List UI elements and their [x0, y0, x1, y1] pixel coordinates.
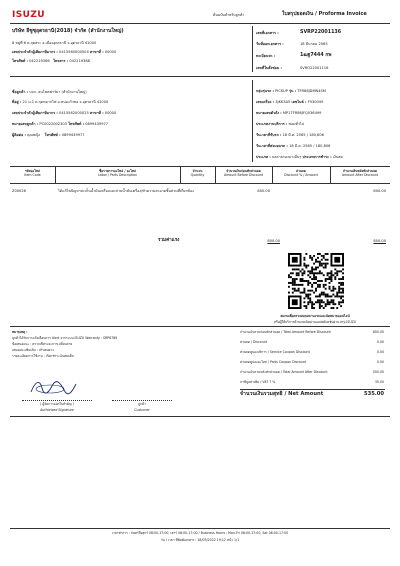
- customer-mobile: PC0022002303: [39, 122, 67, 126]
- customer-tax-id: 0415562000025: [59, 111, 89, 115]
- subtotal-after: 800.00: [373, 239, 386, 243]
- subtotal-label: รวมค่าแรง: [158, 238, 180, 243]
- qr-caption-1: สแกนเพื่อตรวจสอบสถานะรถและนัดหมายออนไลน์: [280, 314, 350, 318]
- th-after: [330, 169, 390, 177]
- th-before-en: Amount Before Discount: [224, 173, 263, 177]
- vehicle-model-label: กลุ่มรุ่นรถ :: [256, 89, 274, 93]
- th-desc-en: Labor / Parts Description: [97, 173, 138, 177]
- sig-right-sub: Customer: [134, 408, 150, 412]
- company-fax-label: โทรสาร :: [53, 59, 69, 63]
- note-5: รายละเอียดการใช้งาน : เรียกชำระเงินสดเต็ม: [12, 354, 74, 358]
- company-fax: 042219388: [69, 59, 90, 63]
- row-before: 800.00: [257, 189, 270, 193]
- section-divider-3: [10, 416, 390, 417]
- vehicle-engine: 3JKK3A5: [275, 100, 291, 104]
- customer-name: บจก. ธนโชคฟาร์มา (สำนักงานใหญ่): [29, 90, 87, 94]
- company-tax: [12, 50, 116, 54]
- vehicle-chassis: MP1TFR86JFQ036499: [282, 111, 322, 115]
- total-label: จำนวนเงินรวมหลังหักส่วนลด / Total Amount After Discount: [240, 370, 328, 374]
- company-phone-label: โทรศัพท์ :: [12, 59, 28, 63]
- vehicle-divider: [252, 80, 253, 162]
- section-divider-1: [10, 76, 390, 77]
- plate-label: ทะเบียนรถ :: [256, 54, 276, 58]
- company-tax-id: 0415560000504: [59, 50, 89, 54]
- qr-caption-2: หรือผู้ให้บริการด้านเทคนิคผ่านแอปพลิเคชั่นผ่าน my-ISUZU: [273, 320, 357, 324]
- vehicle-pay-label: ประเภทการชำระ :: [302, 155, 332, 159]
- total-label: ส่วนลดคูปองอะไหล่ / Parts Coupon Discount: [240, 360, 307, 364]
- vehicle-out-value: 18 มี.ค. 2565 / 180,806: [289, 144, 331, 148]
- vehicle-out-label: วันเวลาที่ส่งมอบรถ :: [256, 144, 288, 148]
- customer-tax-row: [12, 111, 116, 115]
- row-after: 800.00: [373, 189, 386, 193]
- note-3: ข้อเสนอแนะ : ตรวจเช็คระยะการเปลี่ยนถ่าย: [12, 342, 73, 346]
- th-qty-en: Quantity: [190, 173, 205, 177]
- row-desc: ได้แก้ไขปัญหาปะเก็นน้ำมันเครื่องและถ่ายน้ำมันเครื่อง/ทำความสะอาดชิ้นส่วนที่เกี่ยวข้อง: [58, 189, 194, 193]
- company-phone: 042219366: [29, 59, 50, 63]
- th-code-th: รหัสอะไหล่: [24, 169, 41, 173]
- ref-no: SVRO22001116: [300, 66, 329, 70]
- vehicle-out-row: [256, 144, 330, 148]
- company-contact: [12, 59, 90, 63]
- total-value: 800.00: [372, 330, 384, 334]
- sig-right-name: ลูกค้า: [138, 402, 146, 406]
- total-label: ภาษีมูลค่าเพิ่ม / VAT 7 %: [240, 380, 276, 384]
- subtotal-before: 800.00: [267, 239, 280, 243]
- footer-divider: [10, 528, 390, 529]
- vehicle-service: ซ่อมทั่วไป: [288, 122, 304, 126]
- th-disc: [272, 169, 330, 177]
- company-tax-label: เลขประจำตัวผู้เสียภาษีอากร :: [12, 50, 58, 54]
- table-header-bottom: [10, 183, 390, 184]
- company-branch: 00000: [104, 50, 117, 54]
- th-desc-th: ชื่อรายการอะไหล่ / อะไหล่: [99, 169, 136, 173]
- th-disc-th: ส่วนลด: [296, 169, 306, 173]
- customer-phone: 0899439977: [85, 122, 109, 126]
- vehicle-bill-label: ประเภท :: [256, 155, 271, 159]
- vehicle-engine-row: [256, 100, 323, 104]
- customer-contact: คุณหญิง: [27, 133, 41, 137]
- customer-address-label: ที่อยู่ :: [12, 100, 22, 104]
- customer-tax-label: เลขประจำตัวผู้เสียภาษีอากร :: [12, 111, 58, 115]
- total-value: 0.00: [376, 340, 384, 344]
- th-qty-th: จำนวน: [192, 169, 203, 173]
- customer-contact-label: ผู้ติดต่อ :: [12, 133, 26, 137]
- customer-name-label: ชื่อลูกค้า :: [12, 90, 29, 94]
- th-code-en: Item Code: [24, 173, 41, 177]
- vehicle-in-label: วันเวลาที่รับรถ :: [256, 133, 282, 137]
- vehicle-mileage: F930049: [307, 100, 324, 104]
- vehicle-engine-label: เลขเครื่อง :: [256, 100, 275, 104]
- vehicle-pay-row: [256, 155, 343, 159]
- doc-date: 18 มีนาคม 2565: [300, 42, 328, 46]
- net-label: จำนวนเงินรวมสุทธิ / Net Amount: [240, 391, 324, 397]
- customer-name-row: [12, 90, 87, 94]
- th-before: [215, 169, 272, 177]
- company-branch-label: สาขาที่ :: [89, 50, 104, 54]
- th-desc: [55, 169, 180, 177]
- document-title: ใบสรุปยอดเงิน / Proforma Invoice: [282, 11, 367, 17]
- customer-contact-phone-label: โทรศัพท์ :: [44, 133, 61, 137]
- doc-no: SVRP22001136: [300, 30, 342, 35]
- vehicle-bill: บลลาธรองบางอื่นๆ: [271, 155, 302, 159]
- vehicle-in-row: [256, 133, 324, 137]
- th-after-th: จำนวนเงินหลังหักส่วนลด: [342, 169, 378, 173]
- company-address: 8 หมู่ที่ 6 ต.กุดสระ อ.เมืองอุดรธานี จ.อุดรธานี 41000: [12, 41, 97, 45]
- customer-contact-row: [12, 133, 85, 137]
- footer-line-1: เวลาทำการ : จันทร์ถึงศุกร์ 08:00-17:00, เสาร์ 08:00-17:00 / Business Hours : Mon-Fri 08:00-17:00, Sat 08:00-17:00: [111, 531, 289, 535]
- customer-address: 21 ม.1 ต.กุดหมากไฟ อ.หนองวัวซอ จ.อุดรธานี 41000: [22, 100, 109, 104]
- vehicle-chassis-row: [256, 111, 321, 115]
- qr-code: [288, 253, 344, 309]
- customer-mobile-row: [12, 122, 108, 126]
- th-before-th: จำนวนเงินก่อนหักส่วนลด: [226, 169, 261, 173]
- total-value: 35.00: [374, 380, 384, 384]
- vehicle-service-row: [256, 122, 304, 126]
- plate: 1ฒฐ7444 กพ: [300, 53, 332, 58]
- docinfo-divider: [252, 26, 253, 72]
- doc-date-label: วันที่ออกเอกสาร :: [256, 42, 284, 46]
- note-title: หมายเหตุ :: [12, 330, 28, 334]
- total-label: จำนวนเงินรวมก่อนหักส่วนลด / Total Amount Before Discount: [240, 330, 331, 334]
- table-top: [10, 166, 390, 167]
- vehicle-service-label: ประเภทงานบริการ :: [256, 122, 288, 126]
- doc-no-label: เลขที่เอกสาร :: [256, 31, 279, 35]
- ref-label: เลขที่ใบสั่งซ่อม :: [256, 66, 282, 70]
- net-value: 535.00: [363, 391, 384, 397]
- vehicle-model2: TFR86JDMN4SM: [297, 89, 326, 93]
- vehicle-mileage-label: เลขไมล์ :: [291, 100, 307, 104]
- footer-line-2: วัน / เวลา ที่พิมพ์เอกสาร : 18/03/2022 19:12 หน้า 1/1: [160, 538, 240, 542]
- vehicle-in-value: 18 มี.ค. 2565 / 180,806: [282, 133, 324, 137]
- th-qty: [180, 169, 215, 177]
- total-label: ส่วนลดคูปองบริการ / Service Coupon Discount: [240, 350, 310, 354]
- vehicle-model: PICKUP: [275, 89, 288, 93]
- total-value: 0.00: [376, 350, 384, 354]
- th-code: [10, 169, 55, 177]
- sig-left-sub: Authorized Signature: [40, 408, 74, 412]
- customer-branch-label: สาขาที่ :: [89, 111, 104, 115]
- th-disc-en: Discount % / Amount: [284, 173, 318, 177]
- customer-contact-phone: 0899439977: [61, 133, 85, 137]
- vehicle-model2-label: รุ่น :: [289, 89, 297, 93]
- customer-branch: 00000: [104, 111, 117, 115]
- totals-divider: [240, 389, 385, 390]
- row-code: Z00026: [12, 189, 26, 193]
- sig-left-name: ( ผู้จัดการออกใบสำคัญ ): [40, 402, 74, 406]
- total-value: 500.00: [372, 370, 384, 374]
- sig-line-right: [112, 400, 172, 401]
- th-after-en: Amount After Discount: [341, 173, 379, 177]
- company-name: บริษัท อีซูซุอุดรธานี(2018) จำกัด (สำนักงานใหญ่): [12, 28, 124, 34]
- signature-scribble: [28, 378, 78, 398]
- vehicle-model-row: [256, 89, 326, 93]
- header-divider: [10, 23, 390, 24]
- vehicle-pay: เงินสด: [332, 155, 343, 159]
- total-label: ส่วนลด / Discount: [240, 340, 268, 344]
- section-divider-2: [10, 326, 390, 327]
- customer-address-row: [12, 100, 108, 104]
- customer-mobile-label: หมายเลขลูกค้า :: [12, 122, 39, 126]
- vehicle-chassis-label: หมายเลขตัวถัง :: [256, 111, 282, 115]
- customer-phone-label: โทรศัพท์ :: [68, 122, 85, 126]
- total-value: 0.00: [376, 360, 384, 364]
- note-2: ลูกค้าได้รับการแจ้งเตือนการ Alert จากระบบ ISUZU Warranty : SRP6789: [12, 336, 118, 340]
- sig-line-left: [22, 400, 92, 401]
- isuzu-logo: ISUZU: [12, 10, 45, 20]
- note-4: เสนอแนะเพิ่มเติม : ปรับลมยาง: [12, 348, 54, 352]
- copy-label: ต้นฉบับสำหรับลูกค้า: [213, 13, 245, 17]
